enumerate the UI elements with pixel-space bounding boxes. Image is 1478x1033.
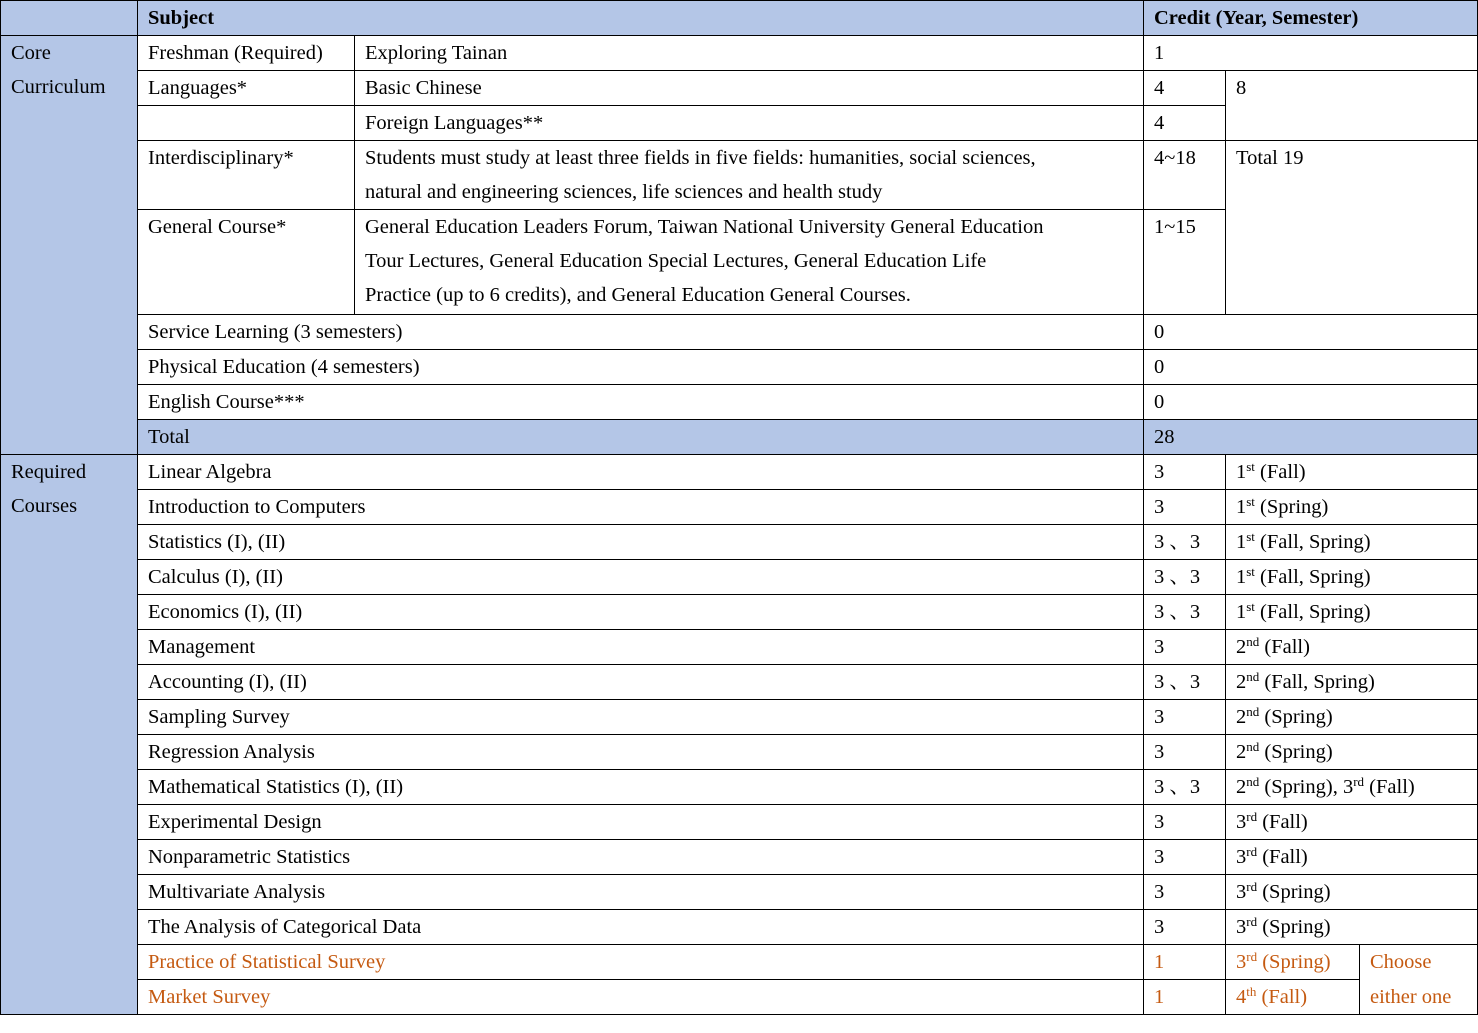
physical-education: Physical Education (4 semesters)	[138, 350, 1144, 385]
core-total-row	[1, 420, 1478, 455]
course-name: Multivariate Analysis	[138, 875, 1144, 910]
course-name: Nonparametric Statistics	[138, 840, 1144, 875]
elective-b-name: Market Survey	[138, 980, 1144, 1015]
header-row	[1, 1, 1478, 36]
course-name: Statistics (I), (II)	[138, 525, 1144, 560]
course-year-semester: 1st (Fall)	[1226, 455, 1478, 490]
course-credit: 3 、3	[1144, 525, 1226, 560]
table-row	[1, 36, 1478, 71]
course-name: Accounting (I), (II)	[138, 665, 1144, 700]
course-name: The Analysis of Categorical Data	[138, 910, 1144, 945]
course-year-semester: 3rd (Spring)	[1226, 875, 1478, 910]
course-credit: 3	[1144, 875, 1226, 910]
course-credit: 3	[1144, 735, 1226, 770]
table-row	[1, 630, 1478, 665]
course-name: Experimental Design	[138, 805, 1144, 840]
required-courses-label: Required Courses	[1, 455, 138, 1015]
course-credit: 3	[1144, 840, 1226, 875]
freshman-credit: 1	[1144, 36, 1478, 71]
table-row	[1, 490, 1478, 525]
interdisciplinary-category: Interdisciplinary*	[138, 141, 355, 210]
course-name: Mathematical Statistics (I), (II)	[138, 770, 1144, 805]
core-total-credit: 28	[1144, 420, 1478, 455]
service-learning: Service Learning (3 semesters)	[138, 315, 1144, 350]
table-row	[1, 455, 1478, 490]
course-credit: 3 、3	[1144, 560, 1226, 595]
course-credit: 3	[1144, 490, 1226, 525]
course-year-semester: 3rd (Fall)	[1226, 840, 1478, 875]
general-course-credit: 1~15	[1144, 210, 1226, 315]
table-row	[1, 735, 1478, 770]
course-credit: 3	[1144, 910, 1226, 945]
interdisciplinary-total: Total 19	[1226, 141, 1478, 315]
table-row	[1, 805, 1478, 840]
table-row	[1, 665, 1478, 700]
core-total-label: Total	[138, 420, 1144, 455]
english-course: English Course***	[138, 385, 1144, 420]
course-year-semester: 2nd (Spring)	[1226, 735, 1478, 770]
course-credit: 3	[1144, 630, 1226, 665]
freshman-category: Freshman (Required)	[138, 36, 355, 71]
elective-b-credit: 1	[1144, 980, 1226, 1015]
general-course-category: General Course*	[138, 210, 355, 315]
course-name: Linear Algebra	[138, 455, 1144, 490]
elective-row	[1, 945, 1478, 980]
course-year-semester: 1st (Spring)	[1226, 490, 1478, 525]
table-row	[1, 700, 1478, 735]
foreign-languages: Foreign Languages**	[355, 106, 1144, 141]
course-year-semester: 2nd (Fall, Spring)	[1226, 665, 1478, 700]
languages-subtotal: 8	[1226, 71, 1478, 141]
table-row	[1, 141, 1478, 210]
course-year-semester: 1st (Fall, Spring)	[1226, 525, 1478, 560]
table-row	[1, 71, 1478, 106]
table-row	[1, 910, 1478, 945]
course-year-semester: 1st (Fall, Spring)	[1226, 595, 1478, 630]
course-year-semester: 2nd (Fall)	[1226, 630, 1478, 665]
course-name: Sampling Survey	[138, 700, 1144, 735]
freshman-course: Exploring Tainan	[355, 36, 1144, 71]
elective-a-name: Practice of Statistical Survey	[138, 945, 1144, 980]
basic-chinese: Basic Chinese	[355, 71, 1144, 106]
core-curriculum-label: Core Curriculum	[1, 36, 138, 455]
course-credit: 3 、3	[1144, 595, 1226, 630]
course-name: Calculus (I), (II)	[138, 560, 1144, 595]
course-name: Regression Analysis	[138, 735, 1144, 770]
course-name: Management	[138, 630, 1144, 665]
languages-empty-cell	[138, 106, 355, 141]
header-blank-cell	[1, 1, 138, 36]
foreign-languages-credit: 4	[1144, 106, 1226, 141]
course-credit: 3	[1144, 805, 1226, 840]
course-year-semester: 3rd (Fall)	[1226, 805, 1478, 840]
interdisciplinary-credit: 4~18	[1144, 141, 1226, 210]
course-name: Economics (I), (II)	[138, 595, 1144, 630]
course-year-semester: 3rd (Spring)	[1226, 910, 1478, 945]
languages-category: Languages*	[138, 71, 355, 106]
course-credit: 3 、3	[1144, 665, 1226, 700]
table-row	[1, 595, 1478, 630]
table-row	[1, 875, 1478, 910]
basic-chinese-credit: 4	[1144, 71, 1226, 106]
service-learning-credit: 0	[1144, 315, 1478, 350]
table-row	[1, 840, 1478, 875]
elective-b-year-semester: 4th (Fall)	[1226, 980, 1360, 1015]
choose-either-note: Choose either one	[1360, 945, 1478, 1015]
course-year-semester: 1st (Fall, Spring)	[1226, 560, 1478, 595]
table-row	[1, 560, 1478, 595]
header-credit: Credit (Year, Semester)	[1144, 1, 1478, 36]
english-course-credit: 0	[1144, 385, 1478, 420]
interdisciplinary-description: Students must study at least three fields in five fields: humanities, social sciences, natural and engineering sciences, life sciences and health study	[355, 141, 1144, 210]
course-name: Introduction to Computers	[138, 490, 1144, 525]
table-row	[1, 350, 1478, 385]
elective-a-credit: 1	[1144, 945, 1226, 980]
course-credit: 3 、3	[1144, 770, 1226, 805]
table-row	[1, 770, 1478, 805]
elective-row	[1, 980, 1478, 1015]
table-row	[1, 385, 1478, 420]
course-credit: 3	[1144, 700, 1226, 735]
elective-a-year-semester: 3rd (Spring)	[1226, 945, 1360, 980]
general-course-description: General Education Leaders Forum, Taiwan National University General Education Tour Lectures, General Education Special Lectures, General Education Life Practice (up to 6 credits), and General Education General Courses.	[355, 210, 1144, 315]
table-row	[1, 525, 1478, 560]
header-subject: Subject	[138, 1, 1144, 36]
course-year-semester: 2nd (Spring)	[1226, 700, 1478, 735]
physical-education-credit: 0	[1144, 350, 1478, 385]
course-credit: 3	[1144, 455, 1226, 490]
course-year-semester: 2nd (Spring), 3rd (Fall)	[1226, 770, 1478, 805]
table-row	[1, 315, 1478, 350]
